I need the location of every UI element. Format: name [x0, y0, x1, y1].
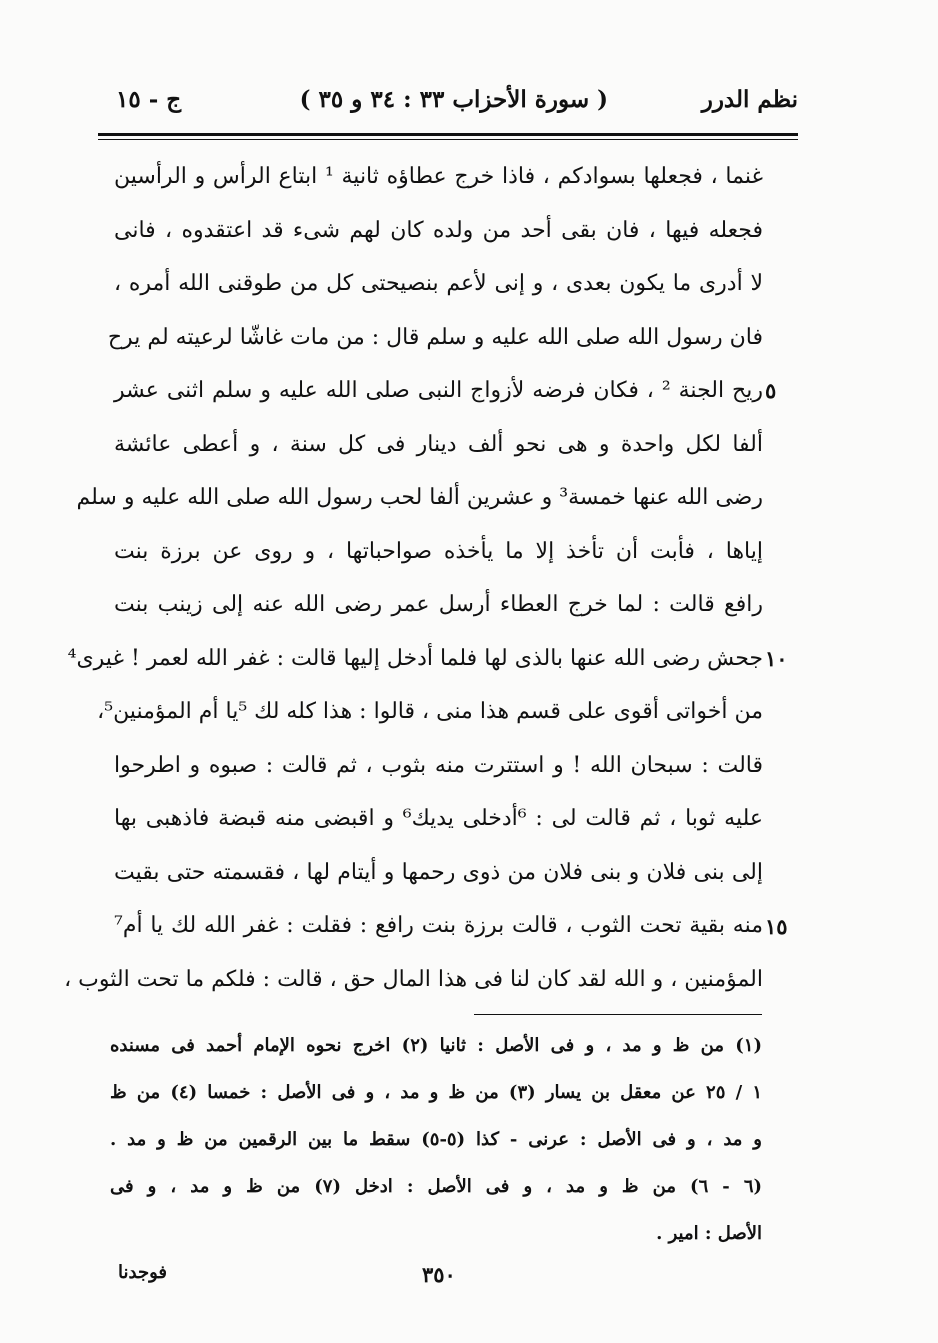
- footnote-line: ١ / ٢٥ عن معقل بن يسار (٣) من ظ و مد ، و فى الأصل : خمسا (٤) من ظ: [110, 1082, 763, 1103]
- text-line: ريح الجنة ² ، فكان فرضه لأزواج النبى صلى الله عليه و سلم اثنى عشر: [114, 378, 763, 403]
- text-line: جحش رضى الله عنها بالذى لها فلما أدخل إليها قالت : غفر الله لعمر ! غيرى⁴: [67, 645, 763, 671]
- text-line: ألفا لكل واحدة و هى نحو ألف دينار فى كل سنة ، و أعطى عائشة: [114, 431, 763, 457]
- page-number: ٣٥٠: [422, 1262, 456, 1287]
- header-rule-thin: [98, 139, 798, 140]
- line-number-15: ١٥: [765, 914, 788, 939]
- footnote-line: (١) من ظ و مد ، و فى الأصل : ثانيا (٢) اخرج نحوه الإمام أحمد فى مسنده: [110, 1035, 762, 1056]
- text-line: قالت : سبحان الله ! و استترت منه بثوب ، ثم قالت : صبوه و اطرحوا: [114, 752, 763, 778]
- surah-reference: ( سورة الأحزاب ٣٣ : ٣٤ و ٣٥ ): [299, 86, 608, 113]
- book-title: نظم الدرر: [701, 86, 798, 113]
- text-line: المؤمنين ، و الله لقد كان لنا فى هذا المال حق ، قالت : فلكم ما تحت الثوب ،: [64, 966, 763, 992]
- text-line: إلى بنى فلان و بنى فلان من ذوى رحمها و أيتام لها ، فقسمته حتى بقيت: [114, 859, 763, 885]
- running-header: [100, 86, 798, 122]
- footnote-rule: [474, 1014, 762, 1015]
- text-line: فان رسول الله صلى الله عليه و سلم قال : من مات غاشّا لرعيته لم يرح: [107, 324, 763, 350]
- text-line: غنما ، فجعلها بسوادكم ، فاذا خرج عطاؤه ثانية ¹ ابتاع الرأس و الرأسين: [114, 164, 764, 189]
- text-line: عليه ثوبا ، ثم قالت لى : ⁶أدخلى يديك⁶ و اقبضى منه قبضة فاذهبى بها: [114, 806, 763, 831]
- text-line: فجعله فيها ، فان بقى أحد من ولده كان لهم شىء قد اعتقدوه ، فانى: [114, 217, 763, 243]
- footnotes: [110, 1022, 762, 1257]
- text-line: رافع قالت : لما خرج العطاء أرسل عمر رضى الله عنه إلى زينب بنت: [114, 592, 763, 617]
- text-line: إياها ، فأبت أن تأخذ إلا ما يأخذه صواحباتها ، و روى عن برزة بنت: [114, 538, 763, 564]
- footnote-line: و مد ، و فى الأصل : عرنى - كذا (٥-٥) سقط ما بين الرقمين من ظ و مد .: [110, 1129, 763, 1150]
- header-rule-thick: [98, 133, 798, 136]
- volume-page-reference: ج - ١٥: [116, 86, 182, 113]
- text-line: منه بقية تحت الثوب ، قالت برزة بنت رافع : فقلت : غفر الله لك يا أم⁷: [114, 913, 763, 938]
- line-number-5: ٥: [765, 378, 777, 403]
- text-line: لا أدرى ما يكون بعدى ، و إنى لأعم بنصيحتى كل من طوقنى الله أمره ،: [114, 271, 763, 296]
- catchword: فوجدنا: [118, 1262, 167, 1283]
- text-line: رضى الله عنها خمسة³ و عشرين ألفا لحب رسول الله صلى الله عليه و سلم: [76, 485, 763, 510]
- footnote-line: (٦ - ٦) من ظ و مد ، و فى الأصل : ادخل (٧) من ظ و مد ، و فى: [110, 1176, 763, 1197]
- text-line: من أخواتى أقوى على قسم هذا منى ، قالوا : هذا كله لك ⁵يا أم المؤمنين⁵،: [97, 699, 763, 724]
- main-text: [64, 150, 764, 1006]
- line-number-10: ١٠: [765, 646, 788, 671]
- footnote-line: الأصل : امير .: [656, 1223, 762, 1244]
